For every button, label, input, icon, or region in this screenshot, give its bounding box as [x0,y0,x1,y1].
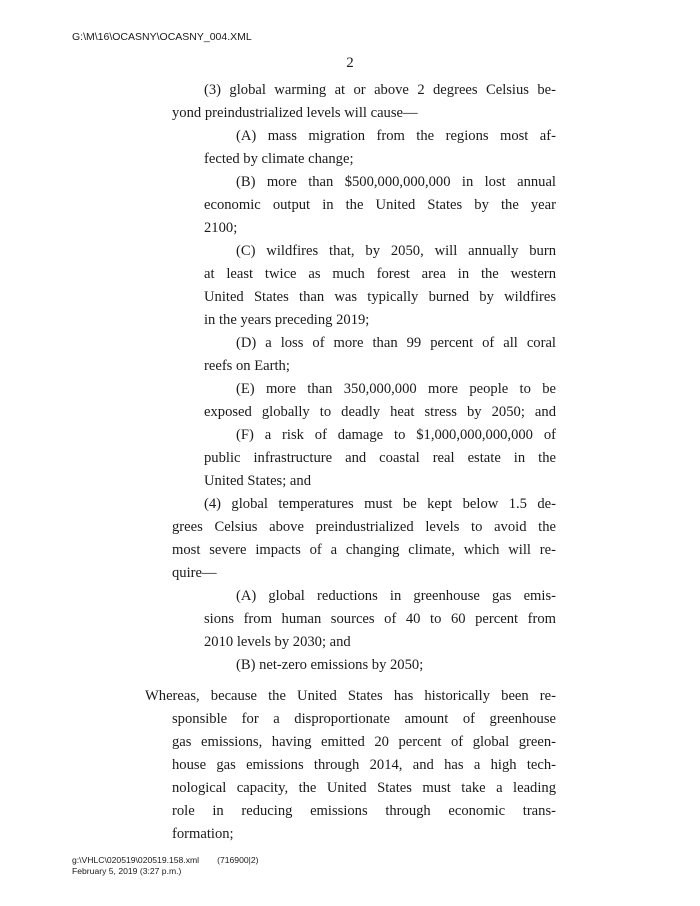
text-line: formation; [172,826,234,842]
text-line: house gas emissions through 2014, and has a high tech- [172,757,556,773]
text-line: most severe impacts of a changing climate, which will re- [172,542,556,558]
text-line: (A) global reductions in greenhouse gas emis- [236,588,556,604]
page-number: 2 [346,55,354,71]
text-line: Whereas, because the United States has historically been re- [145,688,556,704]
text-line: nological capacity, the United States must take a leading [172,780,556,796]
text-line: grees Celsius above preindustrialized levels to avoid the [172,519,556,535]
footer-file-path: g:\VHLC\020519\020519.158.xml [72,855,200,865]
text-line: (3) global warming at or above 2 degrees Celsius be- [204,82,556,98]
text-line: in the years preceding 2019; [204,312,370,328]
text-line: 2100; [204,220,238,236]
document-file-path: G:\M\16\OCASNY\OCASNY_004.XML [72,31,252,43]
text-line: (4) global temperatures must be kept below 1.5 de- [204,496,556,512]
text-line: economic output in the United States by the year [204,197,556,213]
text-line: (E) more than 350,000,000 more people to be [236,381,556,397]
text-line: yond preindustrialized levels will cause— [172,105,418,121]
text-line: at least twice as much forest area in the western [204,266,556,282]
text-line: reefs on Earth; [204,358,290,374]
text-line: sions from human sources of 40 to 60 percent from [204,611,556,627]
text-line: (F) a risk of damage to $1,000,000,000,000 of [236,427,556,443]
text-line: (B) net-zero emissions by 2050; [236,657,424,673]
text-line: (D) a loss of more than 99 percent of all coral [236,335,556,351]
footer-date: February 5, 2019 (3:27 p.m.) [72,866,182,876]
text-line: gas emissions, having emitted 20 percent of global green- [172,734,556,750]
text-line: United States; and [204,473,312,489]
text-line: exposed globally to deadly heat stress by 2050; and [204,404,556,420]
text-line: fected by climate change; [204,151,354,167]
text-line: (C) wildfires that, by 2050, will annually burn [236,243,556,259]
text-line: (B) more than $500,000,000,000 in lost annual [236,174,556,190]
footer-job-number: (716900|2) [217,855,259,865]
document-footer [72,855,259,877]
text-line: 2010 levels by 2030; and [204,634,351,650]
text-line: quire— [172,565,217,581]
text-line: public infrastructure and coastal real estate in the [204,450,556,466]
text-line: sponsible for a disproportionate amount of greenhouse [172,711,556,727]
text-line: role in reducing emissions through economic trans- [172,803,556,819]
text-line: (A) mass migration from the regions most af- [236,128,556,144]
text-line: United States than was typically burned by wildfires [204,289,556,305]
